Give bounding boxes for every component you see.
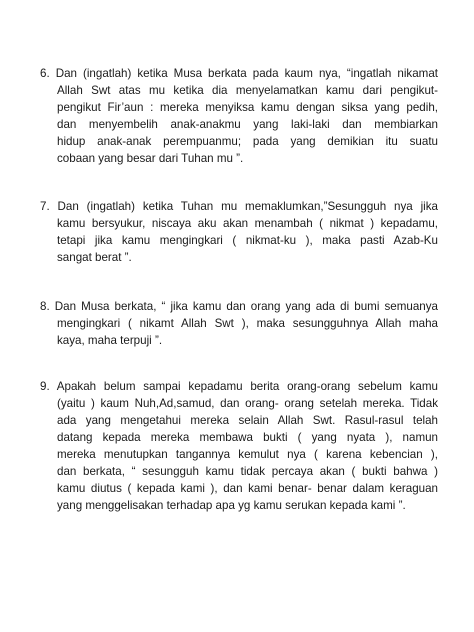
paragraph-line: pengikut Fir’aun : mereka menyiksa kamu dengan siksa yang pedih, (57, 101, 438, 114)
paragraph-line: dan menyembelih anak-anakmu yang laki-laki dan membiarkan (57, 118, 438, 131)
paragraph-line: ada yang mengetahui mereka selain Allah Swt. Rasul-rasul telah (57, 414, 438, 427)
paragraph-line: kaya, maha terpuji ”. (57, 334, 163, 347)
paragraph-line: 9. Apakah belum sampai kepadamu berita orang-orang sebelum kamu (40, 380, 438, 393)
paragraph-line: (yaitu ) kaum Nuh,Ad,samud, dan orang- orang setelah mereka. Tidak (57, 397, 438, 410)
paragraph-line: tetapi jika kamu mengingkari ( nikmat-ku ), maka pasti Azab-Ku (57, 234, 438, 247)
paragraph-line: yang menggelisakan terhadap apa yg kamu serukan kepada kami ”. (57, 499, 406, 512)
paragraph-line: kamu bersyukur, niscaya aku akan menambah ( nikmat ) kepadamu, (57, 217, 438, 230)
paragraph-line: mereka menutupkan tangannya kemulut nya ( karena kebencian ), (57, 448, 438, 461)
paragraph-9 (40, 378, 438, 514)
paragraph-line: sangat berat ”. (57, 251, 132, 264)
paragraph-line: hidup anak-anak perempuanmu; pada yang demikian itu suatu (57, 135, 438, 148)
paragraph-line: Allah Swt atas mu ketika dia menyelamatkan kamu dari pengikut- (57, 84, 438, 97)
paragraph-6 (40, 65, 438, 167)
paragraph-line: 6. Dan (ingatlah) ketika Musa berkata pada kaum nya, “ingatlah nikamat (40, 67, 438, 80)
paragraph-line: 8. Dan Musa berkata, “ jika kamu dan orang yang ada di bumi semuanya (40, 300, 438, 313)
paragraph-line: dan berkata, “ sesungguh kamu tidak percaya akan ( bukti bahwa ) (57, 465, 438, 478)
paragraph-line: cobaan yang besar dari Tuhan mu ”. (57, 152, 244, 165)
paragraph-line: mengingkari ( nikamt Allah Swt ), maka sesungguhnya Allah maha (57, 317, 438, 330)
paragraph-line: kamu diutus ( kepada kami ), dan kami benar- benar dalam keraguan (57, 482, 438, 495)
paragraph-line: 7. Dan (ingatlah) ketika Tuhan mu memaklumkan,”Sesungguh nya jika (40, 200, 438, 213)
paragraph-line: datang kepada mereka membawa bukti ( yang nyata ), namun (57, 431, 438, 444)
paragraph-7 (40, 198, 438, 266)
paragraph-8 (40, 298, 438, 349)
